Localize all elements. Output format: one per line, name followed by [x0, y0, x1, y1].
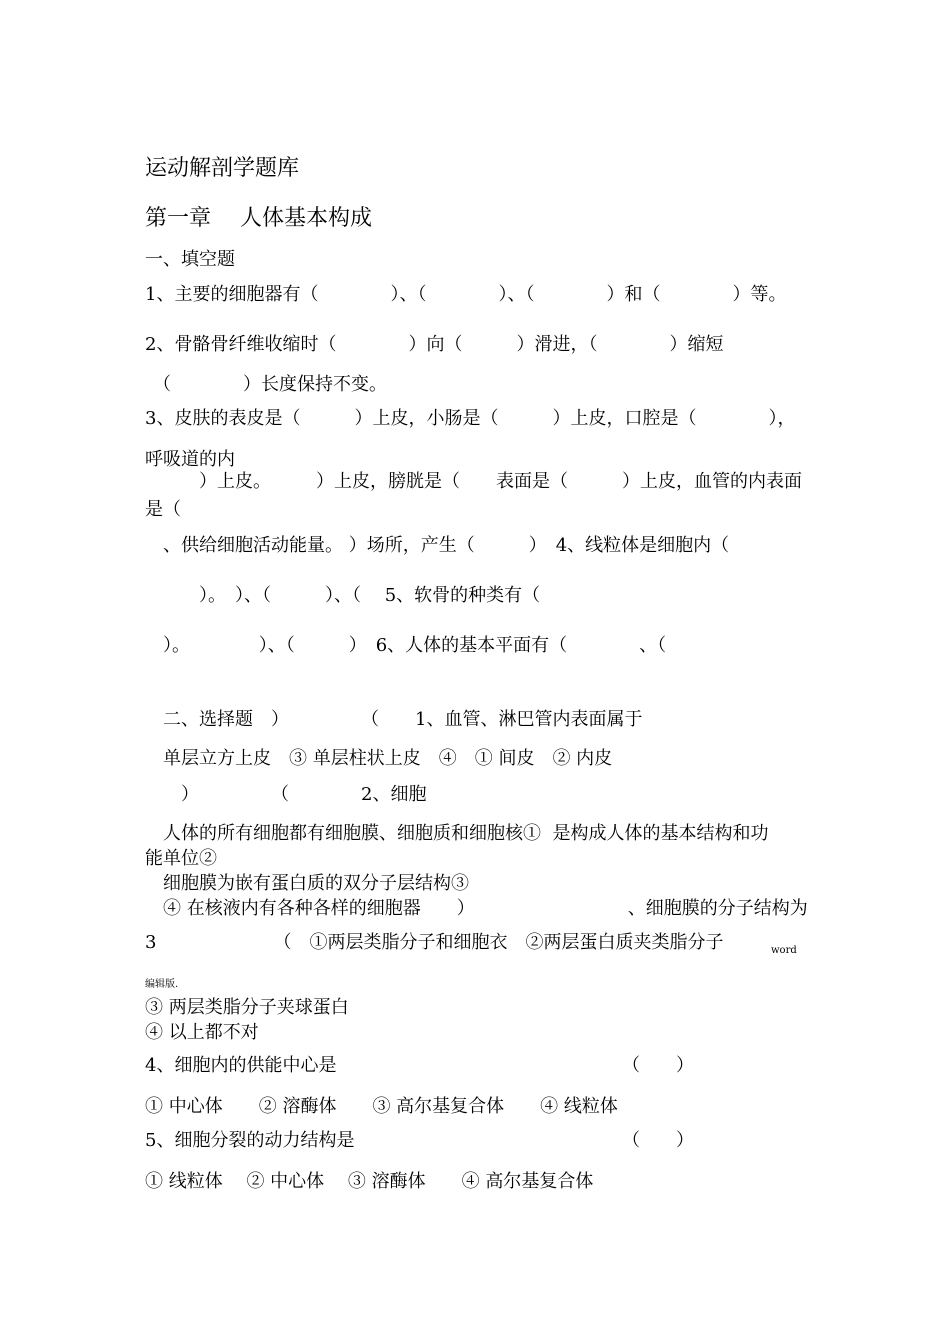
- footer-edit-mark: 编辑版.: [145, 979, 179, 990]
- question-2-line-2: （ ）长度保持不变。: [153, 374, 387, 395]
- question-5-line: ）。 ）、（ ）、（ 5、软骨的种类有（: [145, 585, 541, 606]
- question-1: 1、主要的细胞器有（ ）、（ ）、（ ）和（ ）等。: [145, 284, 787, 305]
- choice-3-option-3: ③ 两层类脂分子夹球蛋白: [145, 997, 349, 1018]
- footer-word-mark: word: [771, 945, 797, 956]
- choice-3-option-4: ④ 以上都不对: [145, 1022, 259, 1043]
- section-heading-choice: 二、选择题 ） （ 1、血管、淋巴管内表面属于: [145, 709, 643, 730]
- choice-4-answer-blank: （ ）: [622, 1055, 694, 1076]
- choice-4-options: ① 中心体 ② 溶酶体 ③ 高尔基复合体 ④ 线粒体: [145, 1096, 618, 1117]
- choice-2-line-2: 能单位②: [145, 848, 217, 869]
- choice-4-question: 4、细胞内的供能中心是: [145, 1055, 337, 1076]
- chapter-title: 第一章 人体基本构成: [145, 206, 372, 231]
- question-3-line-3: ）上皮。 ）上皮，膀胱是（ 表面是（ ）上皮，血管的内表面: [145, 471, 802, 492]
- question-3-line-4: 是（: [145, 499, 181, 520]
- choice-1-options: 单层立方上皮 ③ 单层柱状上皮 ④ ① 间皮 ② 内皮: [145, 748, 613, 769]
- choice-2-line-4: ④ 在核液内有各种各样的细胞器 ） 、细胞膜的分子结构为: [145, 898, 808, 919]
- choice-2-line-3: 细胞膜为嵌有蛋白质的双分子层结构③: [145, 873, 469, 894]
- question-6-line: ）。 ）、（ ） 6、人体的基本平面有（ 、（: [145, 635, 667, 656]
- question-2-line-1: 2、骨骼骨纤维收缩时（ ）向（ ）滑进，（ ）缩短: [145, 334, 724, 355]
- choice-2-heading: ） （ 2、细胞: [145, 784, 427, 805]
- choice-3-line-1: 3 （ ①两层类脂分子和细胞衣 ②两层蛋白质夹类脂分子: [145, 932, 724, 953]
- choice-5-options: ① 线粒体 ② 中心体 ③ 溶酶体 ④ 高尔基复合体: [145, 1171, 594, 1192]
- question-3-line-1: 3、皮肤的表皮是（ ）上皮，小肠是（ ）上皮，口腔是（ ），: [145, 408, 796, 429]
- question-4-line: 、供给细胞活动能量。 ）场所，产生（ ） 4、线粒体是细胞内（: [145, 535, 730, 556]
- document-title: 运动解剖学题库: [145, 156, 300, 181]
- choice-2-line-1: 人体的所有细胞都有细胞膜、细胞质和细胞核① 是构成人体的基本结构和功: [145, 823, 769, 844]
- section-heading-fill-in: 一、填空题: [145, 249, 235, 270]
- question-3-line-2: 呼吸道的内: [145, 449, 235, 470]
- choice-5-answer-blank: （ ）: [622, 1130, 694, 1151]
- choice-5-question: 5、细胞分裂的动力结构是: [145, 1130, 355, 1151]
